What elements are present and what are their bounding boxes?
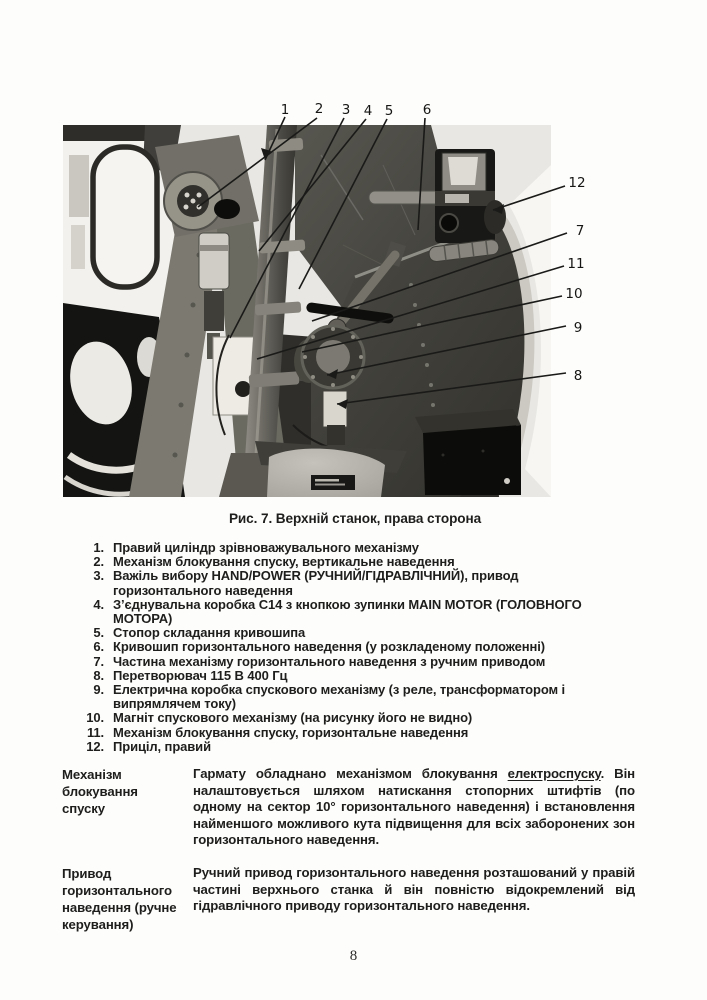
callout-1: 1 [280,102,290,118]
list-item-text: Важіль вибору HAND/POWER (РУЧНИЙ/ГІДРАВЛІЧНИЙ), привод горизонтального наведення [113,568,519,598]
page-number: 8 [349,948,358,964]
list-item-number: 2. [93,554,104,570]
list-item-text: Правий циліндр зрівноважувального механізму [113,540,419,555]
callout-5: 5 [384,103,394,119]
definition-section [62,766,637,949]
list-item [78,626,630,640]
list-item-text: Механізм блокування спуску, вертикальне наведення [113,554,455,570]
list-item [78,598,630,626]
callout-4: 4 [363,103,373,119]
list-item [78,555,630,569]
figure-caption: Рис. 7. Верхній станок, права сторона [228,511,482,526]
callout-12: 12 [568,175,586,191]
definition-row [62,766,637,849]
list-item-text: Електрична коробка спускового механізму (з реле, трансформатором і випрямлячем току) [113,682,566,712]
list-item-number: 5. [93,625,104,641]
converter-box [415,409,521,495]
list-item-number: 9. [93,682,104,698]
definition-row [62,865,637,933]
list-item-text: Кривошип горизонтального наведення (у розкладеному положенні) [113,639,545,655]
callout-10: 10 [565,286,583,302]
list-item [78,541,630,555]
underlined-term: електроспуску [507,766,601,781]
callout-6: 6 [422,102,432,118]
callout-2: 2 [314,101,324,117]
definition-body [193,766,635,849]
cable-loop [93,147,157,287]
list-item [78,683,630,711]
list-item-text: Магніт спускового механізму (на рисунку його не видно) [113,710,473,726]
body-text: Гармату обладнано механізмом блокування [193,766,508,781]
callout-11: 11 [567,256,585,272]
body-text: . Він налаштовується шляхом натискання стопорних штифтів (по одному на сектор 10° горизонтального наведення) і встановлення найменшого можливого кута підвищення для всіх заборонених зон горизонтального наведення. [193,766,636,848]
list-item-number: 3. [93,568,104,584]
list-item [78,726,630,740]
callout-9: 9 [573,320,583,336]
list-item [78,669,630,683]
list-item-text: Механізм блокування спуску, горизонтальне наведення [113,724,469,740]
definition-term: Привод горизонтального наведення (ручне керування) [62,865,177,932]
list-item-text: Частина механізму горизонтального наведення з ручним приводом [113,653,546,669]
list-item [78,569,630,597]
list-item [78,711,630,725]
list-item-text: Стопор складання кривошипа [113,625,306,641]
list-item-text: Приціл, правий [113,738,211,754]
list-item-number: 8. [93,667,104,683]
photo-area [62,125,551,497]
list-item-text: Перетворювач 115 В 400 Гц [113,667,288,683]
list-item-number: 1. [93,540,104,555]
callout-3: 3 [341,102,351,118]
list-item-number: 6. [93,639,104,655]
machinery-photo [55,90,600,505]
list-item [78,740,630,754]
list-item [78,655,630,669]
list-item-number: 4. [93,596,104,612]
list-item [78,640,630,654]
callout-8: 8 [573,368,583,384]
callout-7: 7 [575,223,585,239]
list-item-number: 7. [93,653,104,669]
parts-list [78,541,630,754]
list-item-text: З’єднувальна коробка C14 з кнопкою зупинки MAIN MOTOR (ГОЛОВНОГО МОТОРА) [113,596,582,627]
body-text: Ручний привод горизонтального наведення розташований у правій частині верхнього станка й він повністю відокремлений від гідравлічного приводу горизонтального наведення. [193,864,635,914]
definition-body [193,865,635,915]
list-item-number: 12. [86,738,104,754]
list-item-number: 10. [86,710,104,726]
list-item-number: 11. [86,724,104,740]
definition-term: Механізм блокування спуску [62,767,138,816]
figure-photo [55,90,600,505]
